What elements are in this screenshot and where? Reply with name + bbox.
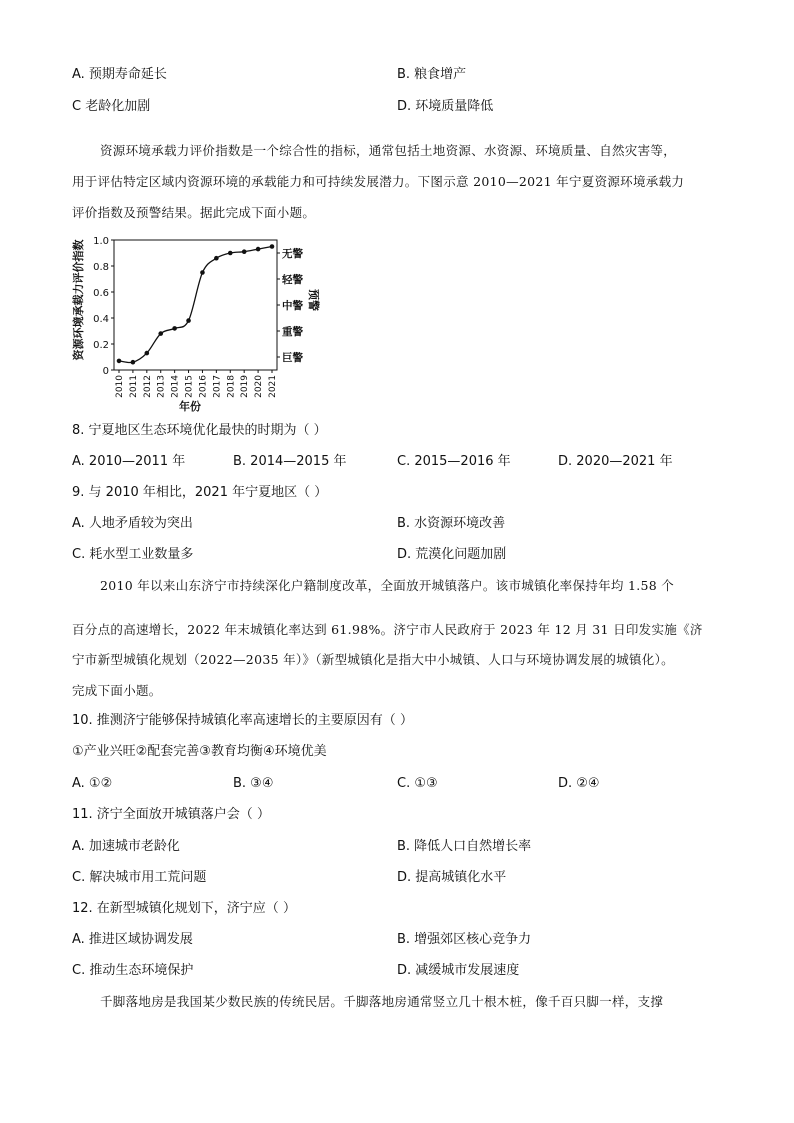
y-tick-label: 1.0 (93, 236, 109, 247)
data-point (158, 331, 163, 336)
q11-option-c: C. 解决城市用工荒问题 (72, 870, 207, 885)
q11-option-a: A. 加速城市老龄化 (72, 839, 180, 854)
q7-option-b: B. 粮食增产 (397, 67, 467, 82)
data-point (186, 318, 191, 323)
warning-level-label: 无警 (282, 248, 303, 260)
x-tick-label: 2010 (115, 375, 125, 398)
x-tick-label: 2013 (156, 375, 167, 398)
y-tick-label: 0.4 (93, 314, 109, 325)
warning-level-label: 重警 (282, 326, 303, 338)
y-tick-label: 0.2 (93, 340, 109, 351)
x-tick-label: 2017 (212, 375, 223, 398)
q8-option-d: D. 2020—2021 年 (558, 454, 673, 469)
q7-option-d: D. 环境质量降低 (397, 99, 494, 114)
data-point (200, 270, 205, 275)
data-point (270, 244, 275, 249)
x-tick-label: 2015 (184, 375, 195, 398)
passage1-line2: 用于评估特定区域内资源环境的承载能力和可持续发展潜力。下图示意 2010—2021 年宁夏资源环境承载力 (72, 174, 685, 189)
q7-option-c: C 老龄化加剧 (72, 99, 151, 114)
q12-stem: 12. 在新型城镇化规划下，济宁应（ ） (72, 901, 296, 916)
q11-option-b: B. 降低人口自然增长率 (397, 839, 532, 854)
q9-option-b: B. 水资源环境改善 (397, 516, 506, 531)
x-axis-label: 年份 (179, 400, 201, 413)
q7-option-a: A. 预期寿命延长 (72, 67, 167, 82)
data-point (172, 326, 177, 331)
x-tick-label: 2016 (198, 375, 209, 398)
data-point (256, 247, 261, 252)
x-tick-label: 2012 (142, 375, 153, 398)
q9-stem: 9. 与 2010 年相比，2021 年宁夏地区（ ） (72, 485, 328, 500)
passage2-line1: 2010 年以来山东济宁市持续深化户籍制度改革，全面放开城镇落户。该市城镇化率保持年均 1.58 个 (100, 578, 675, 593)
warning-level-label: 巨警 (282, 352, 303, 364)
y-axis-label: 资源环境承载力评价指数 (72, 239, 85, 361)
data-point (228, 251, 233, 256)
x-tick-label: 2019 (240, 375, 251, 398)
q11-stem: 11. 济宁全面放开城镇落户会（ ） (72, 807, 270, 822)
q10-option-c: C. ①③ (397, 776, 438, 791)
plot-frame (114, 240, 277, 370)
passage2-line2: 百分点的高速增长，2022 年末城镇化率达到 61.98%。济宁市人民政府于 2023 年 12 月 31 日印发实施《济 (72, 622, 703, 637)
q12-option-b: B. 增强郊区核心竞争力 (397, 932, 532, 947)
passage2-line4: 完成下面小题。 (72, 683, 162, 698)
q10-items: ①产业兴旺②配套完善③教育均衡④环境优美 (72, 744, 327, 759)
q8-option-c: C. 2015—2016 年 (397, 454, 511, 469)
y2-axis-label: 预警 (307, 289, 320, 311)
data-point (242, 249, 247, 254)
data-point (117, 359, 122, 364)
warning-level-label: 中警 (282, 300, 303, 312)
y-tick-label: 0 (102, 366, 109, 377)
q12-option-d: D. 减缓城市发展速度 (397, 963, 520, 978)
passage2-line3: 宁市新型城镇化规划（2022—2035 年）》（新型城镇化是指大中小城镇、人口与环境协调发展的城镇化）。 (72, 652, 674, 667)
x-tick-label: 2014 (170, 375, 181, 398)
q9-option-c: C. 耗水型工业数量多 (72, 547, 194, 562)
x-tick-label: 2018 (226, 375, 237, 398)
y-tick-label: 0.8 (93, 262, 109, 273)
y-tick-label: 0.6 (93, 288, 109, 299)
passage1-line3: 评价指数及预警结果。据此完成下面小题。 (72, 205, 316, 220)
data-point (214, 256, 219, 261)
q10-option-b: B. ③④ (233, 776, 274, 791)
q8-stem: 8. 宁夏地区生态环境优化最快的时期为（ ） (72, 423, 327, 438)
series-line (119, 247, 272, 363)
data-point (131, 360, 136, 365)
q12-option-c: C. 推动生态环境保护 (72, 963, 194, 978)
q10-option-d: D. ②④ (558, 776, 600, 791)
carrying-capacity-chart (72, 230, 322, 415)
q10-stem: 10. 推测济宁能够保持城镇化率高速增长的主要原因有（ ） (72, 713, 413, 728)
x-tick-label: 2021 (268, 375, 278, 398)
passage3-line1: 千脚落地房是我国某少数民族的传统民居。千脚落地房通常竖立几十根木桩，像千百只脚一样，支撑 (100, 994, 664, 1009)
q12-option-a: A. 推进区域协调发展 (72, 932, 193, 947)
x-tick-label: 2011 (128, 375, 139, 398)
q9-option-d: D. 荒漠化问题加剧 (397, 547, 507, 562)
q8-option-a: A. 2010—2011 年 (72, 454, 186, 469)
passage1-line1: 资源环境承载力评价指数是一个综合性的指标，通常包括土地资源、水资源、环境质量、自然灾害等， (100, 143, 677, 158)
q8-option-b: B. 2014—2015 年 (233, 454, 347, 469)
q9-option-a: A. 人地矛盾较为突出 (72, 516, 193, 531)
warning-level-label: 轻警 (282, 274, 303, 286)
q10-option-a: A. ①② (72, 776, 113, 791)
x-tick-label: 2020 (254, 375, 265, 398)
q11-option-d: D. 提高城镇化水平 (397, 870, 507, 885)
data-point (145, 351, 150, 356)
